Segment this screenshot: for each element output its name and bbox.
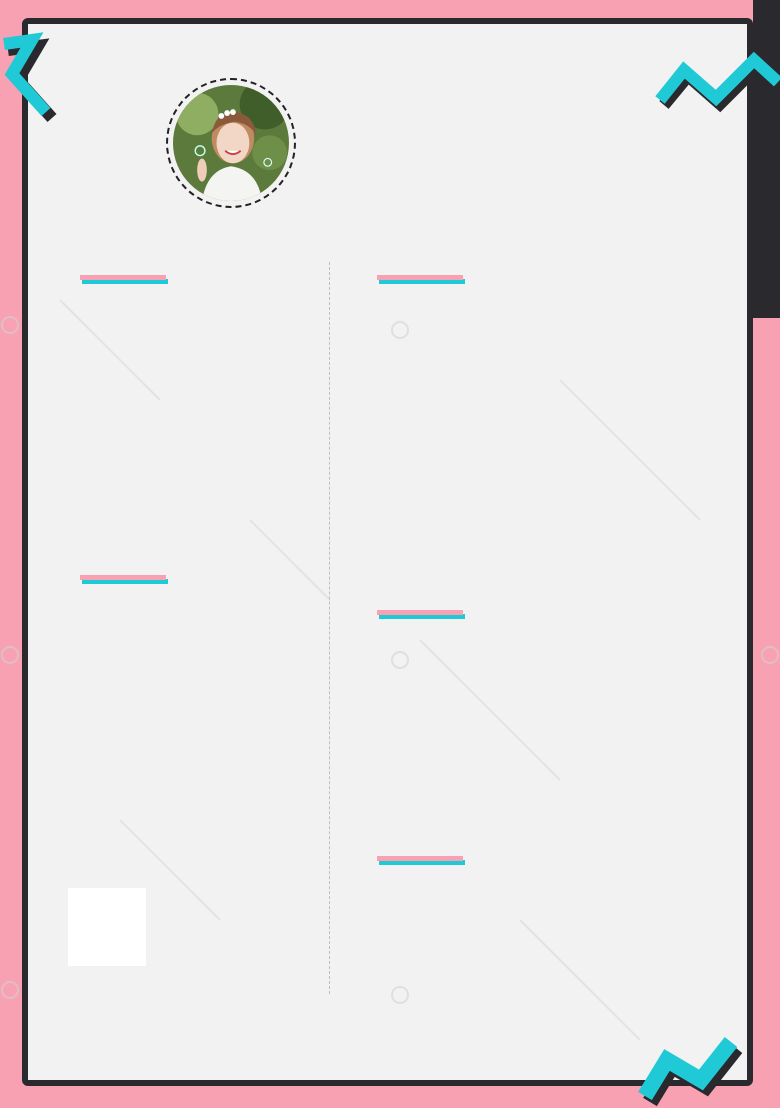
avatar <box>166 78 296 208</box>
qr-code[interactable] <box>68 888 146 966</box>
frame-dark-strip <box>753 0 780 318</box>
title-underline-pink <box>377 275 463 280</box>
title-underline-pink <box>80 575 166 580</box>
title-underline-pink <box>377 856 463 861</box>
avatar-photo <box>173 85 289 201</box>
qr-code-icon <box>68 888 146 966</box>
title-underline-pink <box>377 610 463 615</box>
column-divider <box>329 262 330 994</box>
title-underline-pink <box>80 275 166 280</box>
